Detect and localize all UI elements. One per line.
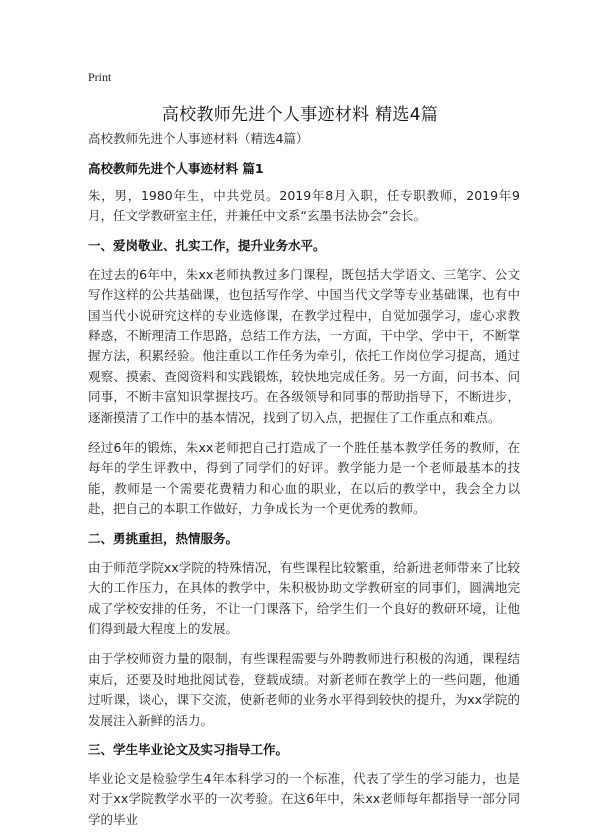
intro-paragraph: 朱，男，1980年生，中共党员。2019年8月入职，任专职教师，2019年9月，任文学教研室主任，并兼任中文系“玄墨书法协会”会长。 bbox=[88, 188, 520, 224]
document-subtitle: 高校教师先进个人事迹材料（精选4篇） bbox=[88, 131, 309, 146]
section-heading-2: 二、勇挑重担，热情服务。 bbox=[88, 530, 239, 546]
section2-paragraph-2: 由于学校师资力量的限制，有些课程需要与外聘教师进行积极的沟通，课程结束后，还要及时地批阅试卷，登载成绩。对新老师在教学上的一些问题，他通过听课，谈心，课下交流，使新老师的业务水平得到较快的提升，为xx学院的发展注入新鲜的活力。 bbox=[88, 651, 520, 728]
section-heading-3: 三、学生毕业论文及实习指导工作。 bbox=[88, 741, 289, 757]
section2-paragraph-1: 由于师范学院xx学院的特殊情况，有些课程比较繁重，给新进老师带来了比较大的工作压力，在具体的教学中，朱积极协助文学教研室的同事们，圆满地完成了学校安排的任务，不让一门课落下，给学生们一个良好的教研环境，让他们得到最大程度上的发展。 bbox=[88, 559, 520, 636]
section3-paragraph-1: 毕业论文是检验学生4年本科学习的一个标准，代表了学生的学习能力，也是对于xx学院教学水平的一次考验。在这6年中，朱xx老师每年都指导一部分同学的毕业 bbox=[88, 770, 520, 827]
section1-paragraph-2: 经过6年的锻炼，朱xx老师把自己打造成了一个胜任基本教学任务的教师，在每年的学生评教中，得到了同学们的好评。教学能力是一个老师最基本的技能，教师是一个需要花费精力和心血的职业，在以后的教学中，我会全力以赴，把自己的本职工作做好，力争成长为一个更优秀的教师。 bbox=[88, 440, 520, 517]
page-title: 高校教师先进个人事迹材料 精选4篇 bbox=[161, 105, 439, 125]
section-heading-1: 一、爱岗敬业、扎实工作，提升业务水平。 bbox=[88, 237, 326, 253]
document-body bbox=[88, 130, 520, 840]
section1-paragraph-1: 在过去的6年中，朱xx老师执教过多门课程，既包括大学语文、三笔字、公文写作这样的公共基础课，也包括写作学、中国当代文学等专业基础课，也有中国当代小说研究这样的专业选修课，在教学过程中，自觉加强学习，虚心求教释惑，不断理清工作思路，总结工作方法，一方面，干中学、学中干，不断掌握方法，积累经验。他注重以工作任务为牵引，依托工作岗位学习提高，通过观察、摸索、查阅资料和实践锻炼，较快地完成任务。另一方面，问书本、问同事，不断丰富知识掌握技巧。在各级领导和同事的帮助指导下，不断进步，逐渐摸清了工作中的基本情况，找到了切入点，把握住了工作重点和难点。 bbox=[88, 266, 520, 425]
article-title: 高校教师先进个人事迹材料 篇1 bbox=[88, 161, 264, 176]
print-label: Print bbox=[88, 70, 112, 84]
